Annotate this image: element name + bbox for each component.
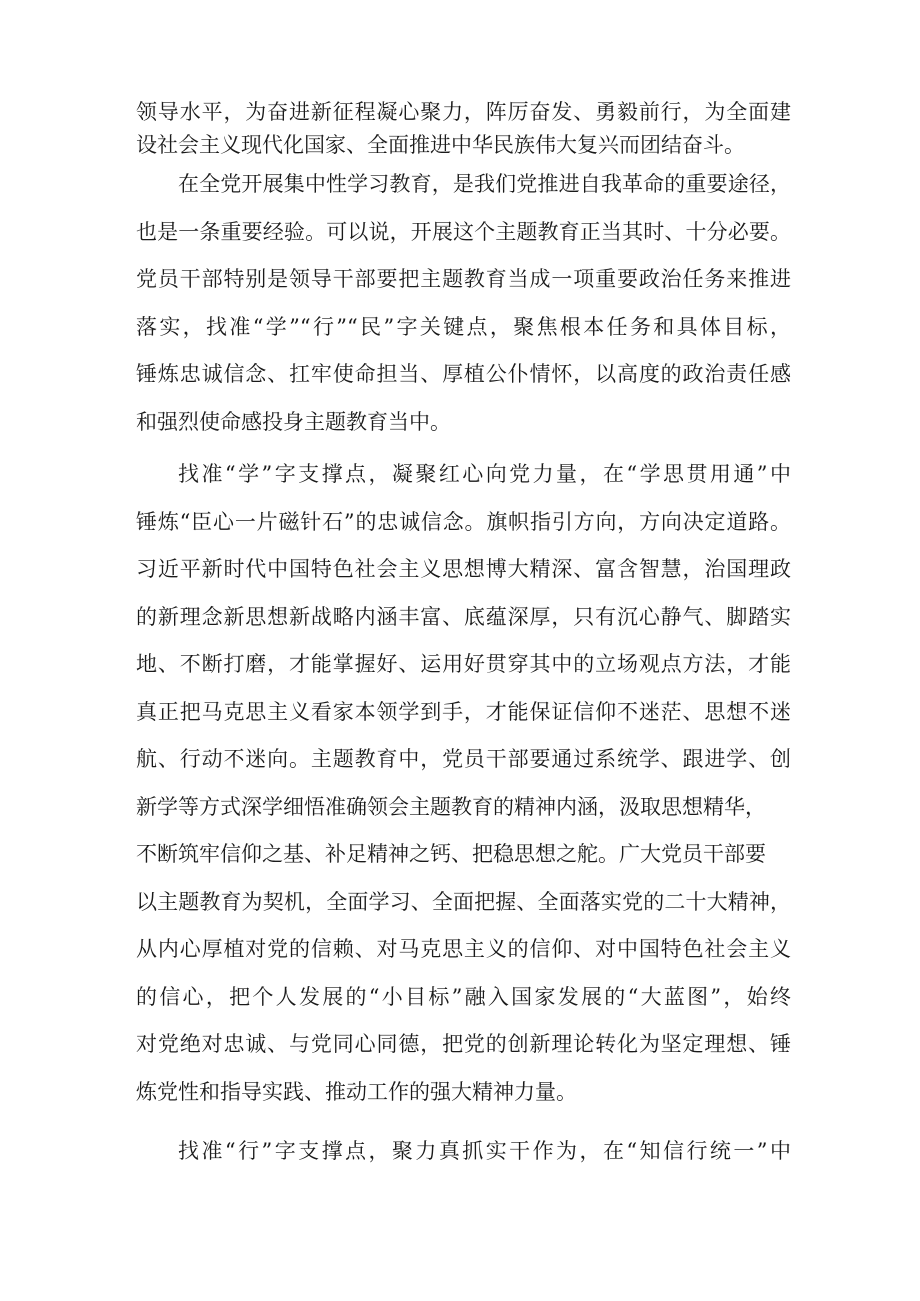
text-line: 的新理念新思想新战略内涵丰富、底蕴深厚，只有沉心静气、脚踏实	[136, 604, 791, 629]
text-line: 和强烈使命感投身主题教育当中。	[136, 409, 451, 434]
paragraph-study-point	[136, 464, 791, 1129]
text-line: 从内心厚植对党的信赖、对马克思主义的信仰、对中国特色社会主义	[136, 937, 791, 961]
text-line: 找准“学”字支撑点，凝聚红心向党力量，在“学思贯用通”中	[178, 462, 791, 486]
paragraph-action-point	[136, 1141, 791, 1189]
text-line: 新学等方式深学细悟准确领会主题教育的精神内涵，汲取思想精华，	[136, 794, 766, 819]
paragraph-continuation	[136, 102, 791, 168]
text-line: 以主题教育为契机，全面学习、全面把握、全面落实党的二十大精神，	[136, 889, 791, 914]
text-line: 在全党开展集中性学习教育，是我们党推进自我革命的重要途径，	[178, 172, 791, 196]
text-line: 找准“行”字支撑点，聚力真抓实干作为，在“知信行统一”中	[178, 1139, 791, 1163]
text-line: 地、不断打磨，才能掌握好、运用好贯穿其中的立场观点方法，才能	[136, 652, 791, 676]
text-line: 的信心，把个人发展的“小目标”融入国家发展的“大蓝图”，始终	[136, 984, 791, 1009]
text-line: 习近平新时代中国特色社会主义思想博大精深、富含智慧，治国理政	[136, 557, 791, 581]
text-line: 锤炼“臣心一片磁针石”的忠诚信念。旗帜指引方向，方向决定道路。	[136, 509, 791, 534]
text-line: 航、行动不迷向。主题教育中，党员干部要通过系统学、跟进学、创	[136, 747, 791, 771]
text-line: 也是一条重要经验。可以说，开展这个主题教育正当其时、十分必要。	[136, 219, 791, 244]
text-line: 设社会主义现代化国家、全面推进中华民族伟大复兴而团结奋斗。	[136, 133, 745, 157]
text-line: 落实，找准“学”“行”“民”字关键点，聚焦根本任务和具体目标，	[136, 314, 791, 339]
text-line: 锤炼忠诚信念、扛牢使命担当、厚植公仆情怀，以高度的政治责任感	[136, 362, 791, 386]
paragraph-intro	[136, 174, 791, 459]
text-line: 真正把马克思主义看家本领学到手，才能保证信仰不迷茫、思想不迷	[136, 699, 791, 724]
text-line: 党员干部特别是领导干部要把主题教育当成一项重要政治任务来推进	[136, 267, 791, 291]
text-line: 不断筑牢信仰之基、补足精神之钙、把稳思想之舵。广大党员干部要	[136, 842, 766, 866]
text-line: 对党绝对忠诚、与党同心同德，把党的创新理论转化为坚定理想、锤	[136, 1032, 791, 1056]
text-line: 炼党性和指导实践、推动工作的强大精神力量。	[136, 1079, 577, 1104]
text-line: 领导水平，为奋进新征程凝心聚力，阵厉奋发、勇毅前行，为全面建	[136, 100, 791, 124]
